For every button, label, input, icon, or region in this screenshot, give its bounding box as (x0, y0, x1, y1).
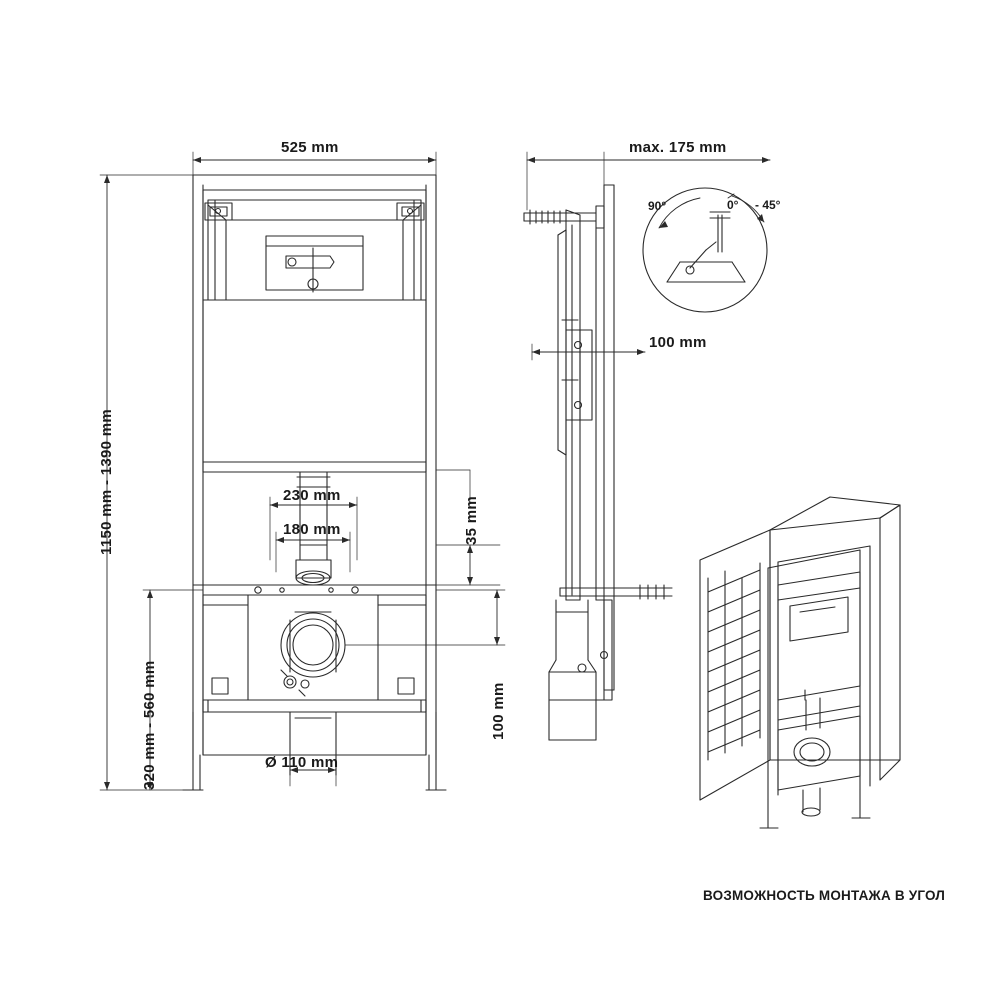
dim-offset-35: 35 mm (463, 495, 480, 545)
angle-left-label: 90° (648, 199, 667, 213)
dim-drain-diameter: Ø 110 mm (265, 754, 339, 771)
dim-width-top: 525 mm (281, 139, 339, 156)
angle-start-label: 0° (727, 198, 739, 212)
angle-end-label: - 45° (755, 198, 781, 212)
dim-inlet-center: 180 mm (283, 521, 341, 538)
dim-height-range: 1150 mm - 1390 mm (98, 408, 115, 555)
corner-install-caption: ВОЗМОЖНОСТЬ МОНТАЖА В УГОЛ (703, 888, 946, 903)
dim-side-max: max. 175 mm (629, 139, 727, 156)
dim-floor-range: 320 mm - 560 mm (141, 660, 158, 790)
dim-outlet-center: 230 mm (283, 487, 341, 504)
dim-offset-100-front: 100 mm (490, 682, 507, 740)
dim-side-100: 100 mm (649, 334, 707, 351)
